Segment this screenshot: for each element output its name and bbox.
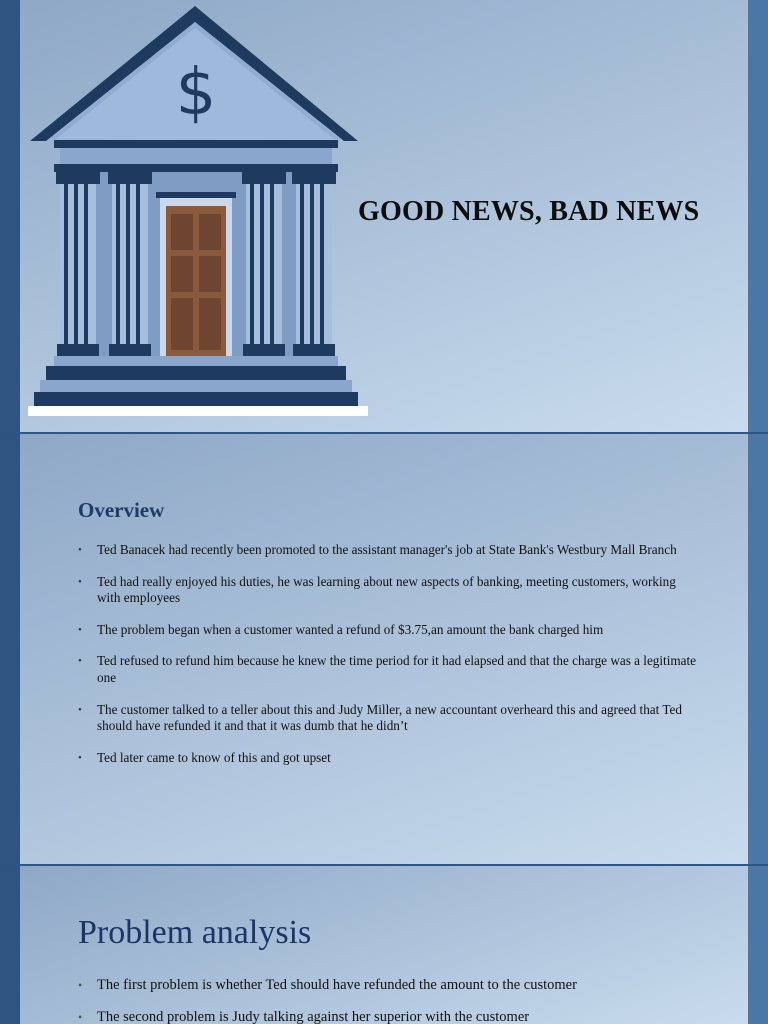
list-item xyxy=(78,702,698,735)
slide-overview xyxy=(0,434,768,864)
slide-left-edge xyxy=(0,434,20,864)
door-icon xyxy=(156,192,236,358)
list-item xyxy=(78,574,698,607)
bullet-text: Ted had really enjoyed his duties, he was learning about new aspects of banking, meeting customers, working with employees xyxy=(97,573,676,606)
bullet-text: Ted refused to refund him because he knew the time period for it had elapsed and that the charge was a legitimate one xyxy=(97,653,697,685)
bullet-icon: • xyxy=(78,1010,83,1024)
problem-analysis-heading: Problem analysis xyxy=(78,914,312,951)
slide-problem-analysis xyxy=(0,866,768,1024)
dollar-sign-icon: $ xyxy=(175,56,217,130)
overview-heading: Overview xyxy=(78,498,165,522)
bullet-icon: • xyxy=(78,703,82,716)
bullet-text: The problem began when a customer wanted a refund of $3.75,an amount the bank charged him xyxy=(97,621,604,637)
bullet-text: The first problem is whether Ted should have refunded the amount to the customer xyxy=(97,977,577,993)
bullet-icon: • xyxy=(78,575,82,588)
bullet-text: The second problem is Judy talking against her superior with the customer xyxy=(97,1009,530,1024)
slide-left-edge xyxy=(0,0,20,432)
list-item xyxy=(78,542,698,559)
bank-building-icon xyxy=(28,6,368,418)
bullet-icon: • xyxy=(78,544,82,556)
bullet-text: Ted Banacek had recently been promoted to the assistant manager's job at State Bank's Westbury Mall Branch xyxy=(97,542,677,557)
overview-bullet-list xyxy=(78,542,698,781)
list-item xyxy=(78,1008,718,1024)
slide-right-edge xyxy=(748,0,768,432)
bullet-icon: • xyxy=(78,978,83,992)
bullet-text: Ted later came to know of this and got upset xyxy=(97,749,331,765)
bullet-text: The customer talked to a teller about this and Judy Miller, a new accountant overheard this and agreed that Ted should have refunded it and that it was dumb that he didn’t xyxy=(97,701,682,734)
problem-bullet-list xyxy=(78,976,718,1024)
slide-title-text: GOOD NEWS, BAD NEWS xyxy=(358,196,700,227)
list-item xyxy=(78,750,698,767)
list-item xyxy=(78,653,698,686)
slide-right-edge xyxy=(748,434,768,864)
list-item xyxy=(78,976,718,994)
bullet-icon: • xyxy=(78,623,82,636)
slide-right-edge xyxy=(748,866,768,1024)
list-item xyxy=(78,622,698,639)
slide-title xyxy=(0,0,768,432)
bullet-icon: • xyxy=(78,655,82,668)
slide-left-edge xyxy=(0,866,20,1024)
bullet-icon: • xyxy=(78,751,82,764)
